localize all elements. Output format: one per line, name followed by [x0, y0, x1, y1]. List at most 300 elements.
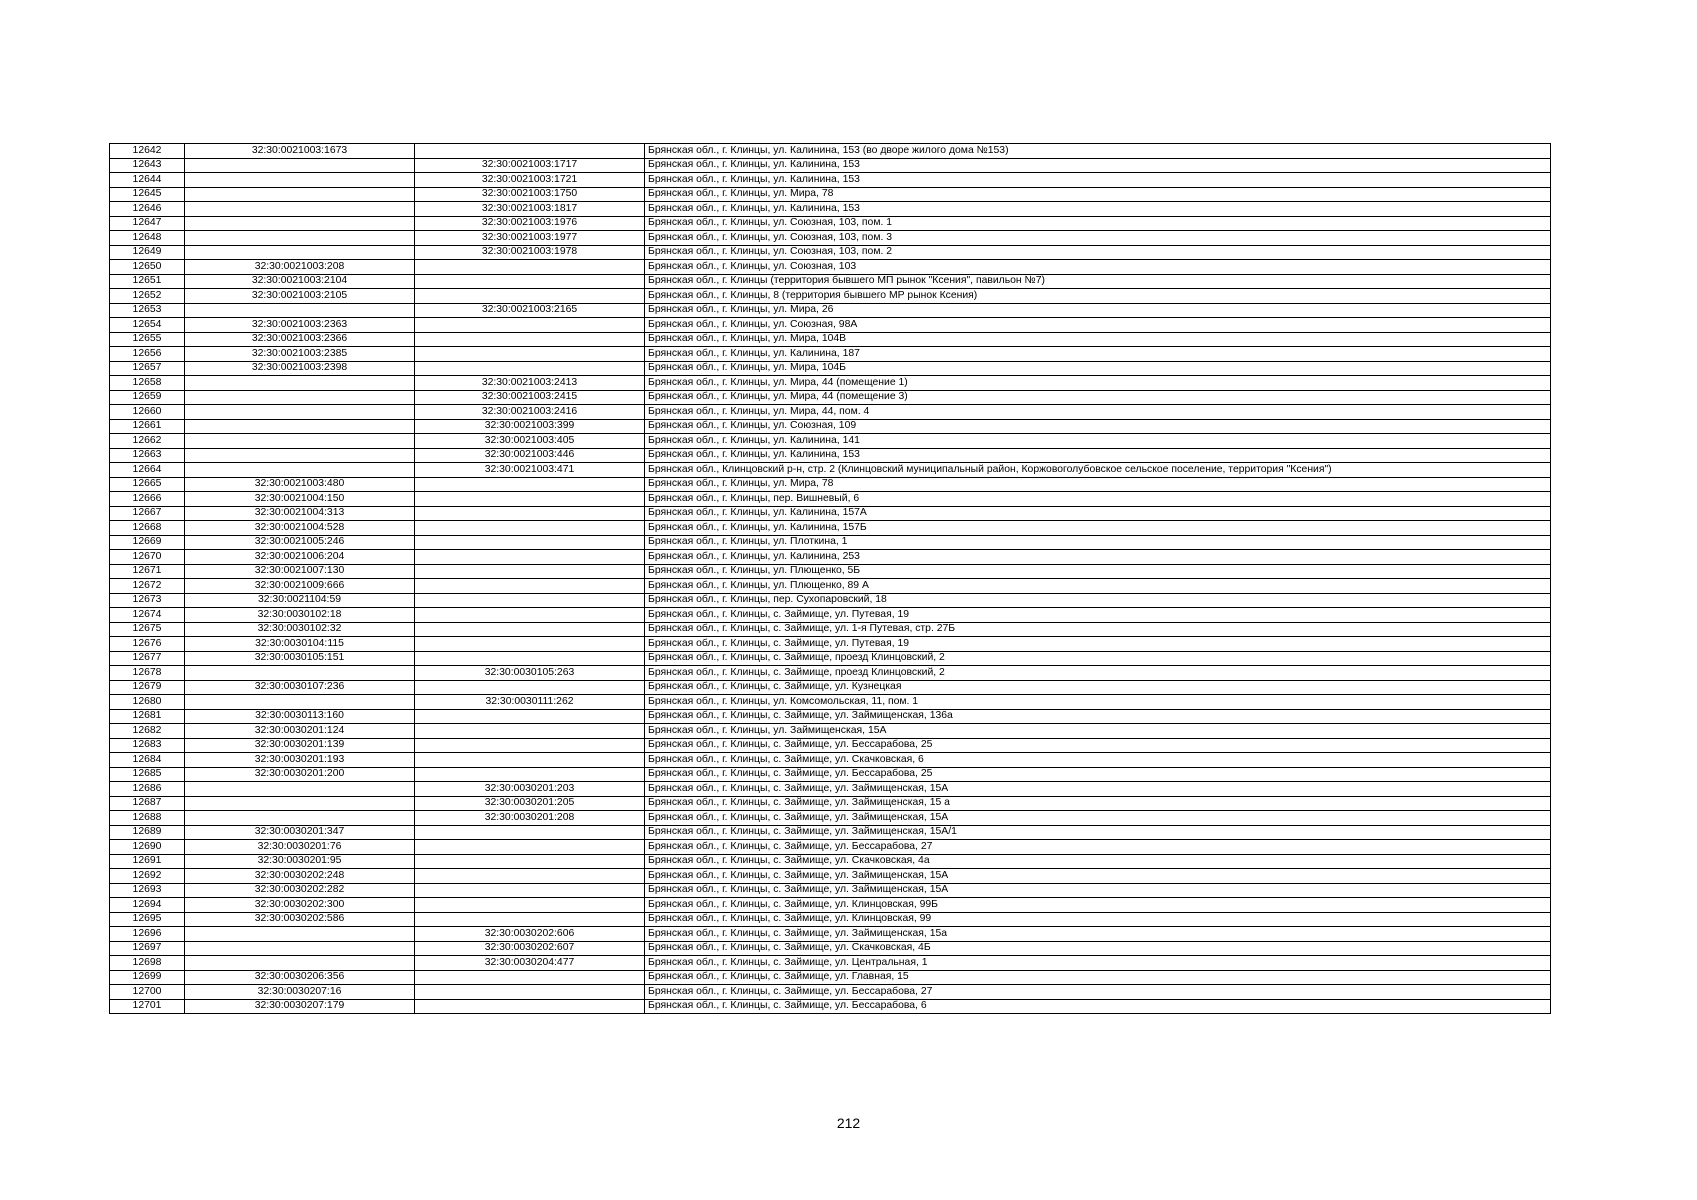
table-row — [110, 608, 1551, 623]
table-row — [110, 187, 1551, 202]
cadastral-number-cell — [185, 245, 415, 260]
cadastral-number-alt-cell — [415, 680, 645, 695]
address-cell: Брянская обл., г. Клинцы, ул. Союзная, 103, пом. 2 — [645, 245, 1551, 260]
table-row — [110, 898, 1551, 913]
cadastral-number-alt-cell: 32:30:0030204:477 — [415, 956, 645, 971]
cadastral-number-cell: 32:30:0021003:1673 — [185, 144, 415, 159]
cadastral-number-alt-cell — [415, 506, 645, 521]
cadastral-number-cell: 32:30:0030102:18 — [185, 608, 415, 623]
address-cell: Брянская обл., г. Клинцы, ул. Плющенко, 89 А — [645, 579, 1551, 594]
table-row — [110, 941, 1551, 956]
address-cell: Брянская обл., г. Клинцы, ул. Калинина, 153 (во дворе жилого дома №153) — [645, 144, 1551, 159]
cadastral-number-cell — [185, 158, 415, 173]
address-cell: Брянская обл., г. Клинцы, с. Займище, ул. Бессарабова, 6 — [645, 999, 1551, 1014]
cadastral-number-alt-cell: 32:30:0021003:1977 — [415, 231, 645, 246]
address-cell: Брянская обл., г. Клинцы, с. Займище, ул. Займищенская, 15 а — [645, 796, 1551, 811]
cadastral-number-alt-cell — [415, 608, 645, 623]
table-row — [110, 521, 1551, 536]
row-number-cell: 12697 — [110, 941, 185, 956]
cadastral-number-alt-cell: 32:30:0021003:2416 — [415, 405, 645, 420]
address-cell: Брянская обл., г. Клинцы, ул. Займищенская, 15А — [645, 724, 1551, 739]
table-row — [110, 840, 1551, 855]
row-number-cell: 12657 — [110, 361, 185, 376]
row-number-cell: 12664 — [110, 463, 185, 478]
row-number-cell: 12690 — [110, 840, 185, 855]
cadastral-number-cell: 32:30:0021004:313 — [185, 506, 415, 521]
cadastral-number-alt-cell — [415, 637, 645, 652]
cadastral-number-cell — [185, 376, 415, 391]
table-row — [110, 144, 1551, 159]
address-cell: Брянская обл., г. Клинцы, с. Займище, ул. Скачковская, 4Б — [645, 941, 1551, 956]
row-number-cell: 12646 — [110, 202, 185, 217]
row-number-cell: 12696 — [110, 927, 185, 942]
cadastral-number-alt-cell — [415, 318, 645, 333]
row-number-cell: 12688 — [110, 811, 185, 826]
table-row — [110, 782, 1551, 797]
row-number-cell: 12673 — [110, 593, 185, 608]
address-cell: Брянская обл., г. Клинцы, ул. Мира, 44 (помещение 1) — [645, 376, 1551, 391]
row-number-cell: 12651 — [110, 274, 185, 289]
table-row — [110, 332, 1551, 347]
cadastral-number-cell — [185, 187, 415, 202]
row-number-cell: 12656 — [110, 347, 185, 362]
cadastral-number-alt-cell — [415, 579, 645, 594]
row-number-cell: 12659 — [110, 390, 185, 405]
table-row — [110, 622, 1551, 637]
row-number-cell: 12645 — [110, 187, 185, 202]
cadastral-number-cell — [185, 956, 415, 971]
row-number-cell: 12686 — [110, 782, 185, 797]
cadastral-number-cell — [185, 390, 415, 405]
row-number-cell: 12642 — [110, 144, 185, 159]
table-row — [110, 463, 1551, 478]
row-number-cell: 12670 — [110, 550, 185, 565]
cadastral-number-alt-cell — [415, 477, 645, 492]
table-row — [110, 492, 1551, 507]
cadastral-number-cell: 32:30:0030206:356 — [185, 970, 415, 985]
table-row — [110, 579, 1551, 594]
address-cell: Брянская обл., г. Клинцы, с. Займище, ул. Центральная, 1 — [645, 956, 1551, 971]
address-cell: Брянская обл., г. Клинцы, с. Займище, ул. Кузнецкая — [645, 680, 1551, 695]
cadastral-number-alt-cell — [415, 144, 645, 159]
cadastral-number-cell: 32:30:0030202:300 — [185, 898, 415, 913]
cadastral-number-alt-cell: 32:30:0021003:471 — [415, 463, 645, 478]
row-number-cell: 12692 — [110, 869, 185, 884]
cadastral-number-cell: 32:30:0030207:179 — [185, 999, 415, 1014]
cadastral-number-alt-cell — [415, 912, 645, 927]
table-row — [110, 289, 1551, 304]
address-cell: Брянская обл., г. Клинцы, 8 (территория бывшего МР рынок Ксения) — [645, 289, 1551, 304]
table-row — [110, 245, 1551, 260]
cadastral-number-alt-cell: 32:30:0021003:446 — [415, 448, 645, 463]
cadastral-number-alt-cell: 32:30:0030202:607 — [415, 941, 645, 956]
cadastral-number-cell: 32:30:0021003:2366 — [185, 332, 415, 347]
cadastral-number-alt-cell: 32:30:0030201:205 — [415, 796, 645, 811]
table-row — [110, 535, 1551, 550]
table-row — [110, 390, 1551, 405]
cadastral-number-cell: 32:30:0021009:666 — [185, 579, 415, 594]
address-cell: Брянская обл., г. Клинцы, с. Займище, ул. Займищенская, 15А — [645, 782, 1551, 797]
table-row — [110, 434, 1551, 449]
address-cell: Брянская обл., г. Клинцы, ул. Союзная, 103 — [645, 260, 1551, 275]
row-number-cell: 12687 — [110, 796, 185, 811]
row-number-cell: 12647 — [110, 216, 185, 231]
row-number-cell: 12689 — [110, 825, 185, 840]
table-row — [110, 811, 1551, 826]
cadastral-number-alt-cell — [415, 883, 645, 898]
cadastral-number-cell: 32:30:0021104:59 — [185, 593, 415, 608]
registry-table — [109, 143, 1551, 1014]
cadastral-number-cell: 32:30:0030202:282 — [185, 883, 415, 898]
cadastral-number-cell: 32:30:0021003:208 — [185, 260, 415, 275]
row-number-cell: 12671 — [110, 564, 185, 579]
table-row — [110, 419, 1551, 434]
address-cell: Брянская обл., г. Клинцы, пер. Сухопаровский, 18 — [645, 593, 1551, 608]
table-row — [110, 376, 1551, 391]
cadastral-number-cell: 32:30:0021003:2105 — [185, 289, 415, 304]
cadastral-number-cell: 32:30:0030201:124 — [185, 724, 415, 739]
table-row — [110, 347, 1551, 362]
cadastral-number-alt-cell — [415, 535, 645, 550]
table-row — [110, 637, 1551, 652]
table-row — [110, 956, 1551, 971]
address-cell: Брянская обл., г. Клинцы, с. Займище, ул. Бессарабова, 27 — [645, 840, 1551, 855]
cadastral-number-alt-cell — [415, 724, 645, 739]
address-cell: Брянская обл., г. Клинцы, с. Займище, ул. Бессарабова, 25 — [645, 767, 1551, 782]
cadastral-number-alt-cell — [415, 651, 645, 666]
table-row — [110, 796, 1551, 811]
address-cell: Брянская обл., г. Клинцы, с. Займище, проезд Клинцовский, 2 — [645, 666, 1551, 681]
address-cell: Брянская обл., г. Клинцы, ул. Мира, 26 — [645, 303, 1551, 318]
row-number-cell: 12685 — [110, 767, 185, 782]
row-number-cell: 12691 — [110, 854, 185, 869]
address-cell: Брянская обл., г. Клинцы, ул. Калинина, 141 — [645, 434, 1551, 449]
cadastral-number-alt-cell — [415, 825, 645, 840]
table-row — [110, 666, 1551, 681]
cadastral-number-alt-cell — [415, 999, 645, 1014]
table-row — [110, 912, 1551, 927]
row-number-cell: 12698 — [110, 956, 185, 971]
address-cell: Брянская обл., г. Клинцы, ул. Калинина, 153 — [645, 158, 1551, 173]
row-number-cell: 12668 — [110, 521, 185, 536]
cadastral-number-alt-cell — [415, 274, 645, 289]
cadastral-number-cell: 32:30:0030201:95 — [185, 854, 415, 869]
cadastral-number-cell — [185, 448, 415, 463]
address-cell: Брянская обл., г. Клинцы, с. Займище, ул. Займищенская, 15А — [645, 883, 1551, 898]
cadastral-number-alt-cell — [415, 332, 645, 347]
address-cell: Брянская обл., г. Клинцы, с. Займище, ул. Займищенская, 15а — [645, 927, 1551, 942]
cadastral-number-cell: 32:30:0030201:200 — [185, 767, 415, 782]
address-cell: Брянская обл., г. Клинцы, ул. Мира, 44, пом. 4 — [645, 405, 1551, 420]
row-number-cell: 12665 — [110, 477, 185, 492]
cadastral-number-cell: 32:30:0030107:236 — [185, 680, 415, 695]
table-row — [110, 216, 1551, 231]
table-row — [110, 274, 1551, 289]
cadastral-number-cell — [185, 216, 415, 231]
cadastral-number-alt-cell — [415, 767, 645, 782]
cadastral-number-cell — [185, 231, 415, 246]
cadastral-number-cell — [185, 202, 415, 217]
address-cell: Брянская обл., г. Клинцы, с. Займище, ул. Главная, 15 — [645, 970, 1551, 985]
cadastral-number-alt-cell: 32:30:0021003:1978 — [415, 245, 645, 260]
cadastral-number-cell: 32:30:0030104:115 — [185, 637, 415, 652]
row-number-cell: 12679 — [110, 680, 185, 695]
table-row — [110, 695, 1551, 710]
row-number-cell: 12644 — [110, 173, 185, 188]
table-row — [110, 825, 1551, 840]
row-number-cell: 12667 — [110, 506, 185, 521]
row-number-cell: 12675 — [110, 622, 185, 637]
cadastral-number-alt-cell — [415, 898, 645, 913]
row-number-cell: 12683 — [110, 738, 185, 753]
cadastral-number-cell: 32:30:0021003:2104 — [185, 274, 415, 289]
row-number-cell: 12674 — [110, 608, 185, 623]
address-cell: Брянская обл., г. Клинцы, ул. Мира, 78 — [645, 187, 1551, 202]
cadastral-number-alt-cell: 32:30:0030202:606 — [415, 927, 645, 942]
row-number-cell: 12653 — [110, 303, 185, 318]
table-row — [110, 854, 1551, 869]
address-cell: Брянская обл., г. Клинцы, ул. Калинина, 153 — [645, 202, 1551, 217]
cadastral-number-cell — [185, 695, 415, 710]
table-row — [110, 202, 1551, 217]
row-number-cell: 12695 — [110, 912, 185, 927]
cadastral-number-alt-cell: 32:30:0021003:1717 — [415, 158, 645, 173]
cadastral-number-alt-cell — [415, 492, 645, 507]
row-number-cell: 12672 — [110, 579, 185, 594]
address-cell: Брянская обл., г. Клинцы, ул. Калинина, 187 — [645, 347, 1551, 362]
table-row — [110, 970, 1551, 985]
address-cell: Брянская обл., г. Клинцы (территория бывшего МП рынок "Ксения", павильон №7) — [645, 274, 1551, 289]
address-cell: Брянская обл., г. Клинцы, ул. Калинина, 153 — [645, 173, 1551, 188]
address-cell: Брянская обл., г. Клинцы, с. Займище, ул. Путевая, 19 — [645, 608, 1551, 623]
table-row — [110, 564, 1551, 579]
cadastral-number-cell: 32:30:0021006:204 — [185, 550, 415, 565]
row-number-cell: 12658 — [110, 376, 185, 391]
cadastral-number-cell — [185, 173, 415, 188]
cadastral-number-alt-cell — [415, 709, 645, 724]
cadastral-number-cell — [185, 927, 415, 942]
cadastral-number-alt-cell — [415, 738, 645, 753]
address-cell: Брянская обл., г. Клинцы, с. Займище, ул. 1-я Путевая, стр. 27Б — [645, 622, 1551, 637]
table-row — [110, 680, 1551, 695]
cadastral-number-cell: 32:30:0021005:246 — [185, 535, 415, 550]
row-number-cell: 12693 — [110, 883, 185, 898]
row-number-cell: 12666 — [110, 492, 185, 507]
table-row — [110, 883, 1551, 898]
cadastral-number-alt-cell — [415, 869, 645, 884]
address-cell: Брянская обл., г. Клинцы, с. Займище, ул. Путевая, 19 — [645, 637, 1551, 652]
address-cell: Брянская обл., г. Клинцы, пер. Вишневый, 6 — [645, 492, 1551, 507]
cadastral-number-cell: 32:30:0021004:150 — [185, 492, 415, 507]
table-row — [110, 550, 1551, 565]
cadastral-number-cell — [185, 941, 415, 956]
cadastral-number-alt-cell: 32:30:0021003:1817 — [415, 202, 645, 217]
cadastral-number-cell: 32:30:0021003:2398 — [185, 361, 415, 376]
cadastral-number-alt-cell: 32:30:0030111:262 — [415, 695, 645, 710]
address-cell: Брянская обл., г. Клинцы, с. Займище, ул. Займищенская, 15А — [645, 869, 1551, 884]
cadastral-number-cell — [185, 796, 415, 811]
cadastral-number-alt-cell: 32:30:0030201:208 — [415, 811, 645, 826]
cadastral-number-cell — [185, 303, 415, 318]
address-cell: Брянская обл., г. Клинцы, с. Займище, ул. Займищенская, 136а — [645, 709, 1551, 724]
cadastral-number-alt-cell: 32:30:0021003:2165 — [415, 303, 645, 318]
table-row — [110, 738, 1551, 753]
row-number-cell: 12662 — [110, 434, 185, 449]
cadastral-number-alt-cell — [415, 347, 645, 362]
cadastral-number-cell — [185, 419, 415, 434]
cadastral-number-alt-cell: 32:30:0021003:1750 — [415, 187, 645, 202]
row-number-cell: 12681 — [110, 709, 185, 724]
address-cell: Брянская обл., г. Клинцы, ул. Калинина, 157А — [645, 506, 1551, 521]
cadastral-number-cell: 32:30:0030201:76 — [185, 840, 415, 855]
address-cell: Брянская обл., г. Клинцы, с. Займище, ул. Клинцовская, 99Б — [645, 898, 1551, 913]
address-cell: Брянская обл., г. Клинцы, с. Займище, ул. Бессарабова, 25 — [645, 738, 1551, 753]
row-number-cell: 12677 — [110, 651, 185, 666]
row-number-cell: 12663 — [110, 448, 185, 463]
cadastral-number-alt-cell: 32:30:0021003:2415 — [415, 390, 645, 405]
cadastral-number-cell: 32:30:0021003:2385 — [185, 347, 415, 362]
table-row — [110, 999, 1551, 1014]
address-cell: Брянская обл., г. Клинцы, ул. Союзная, 103, пом. 1 — [645, 216, 1551, 231]
table-row — [110, 767, 1551, 782]
table-row — [110, 158, 1551, 173]
cadastral-number-alt-cell — [415, 550, 645, 565]
cadastral-number-cell: 32:30:0021004:528 — [185, 521, 415, 536]
cadastral-number-cell: 32:30:0030201:139 — [185, 738, 415, 753]
address-cell: Брянская обл., г. Клинцы, ул. Калинина, 157Б — [645, 521, 1551, 536]
cadastral-number-alt-cell: 32:30:0030201:203 — [415, 782, 645, 797]
address-cell: Брянская обл., г. Клинцы, ул. Мира, 104В — [645, 332, 1551, 347]
address-cell: Брянская обл., г. Клинцы, ул. Комсомольская, 11, пом. 1 — [645, 695, 1551, 710]
table-row — [110, 506, 1551, 521]
cadastral-number-alt-cell — [415, 564, 645, 579]
address-cell: Брянская обл., г. Клинцы, ул. Мира, 104Б — [645, 361, 1551, 376]
cadastral-number-cell: 32:30:0030201:347 — [185, 825, 415, 840]
cadastral-number-alt-cell: 32:30:0021003:2413 — [415, 376, 645, 391]
row-number-cell: 12680 — [110, 695, 185, 710]
cadastral-number-cell — [185, 811, 415, 826]
row-number-cell: 12694 — [110, 898, 185, 913]
cadastral-number-cell — [185, 782, 415, 797]
address-cell: Брянская обл., г. Клинцы, ул. Плющенко, 5Б — [645, 564, 1551, 579]
address-cell: Брянская обл., г. Клинцы, с. Займище, ул. Клинцовская, 99 — [645, 912, 1551, 927]
cadastral-number-cell: 32:30:0030202:248 — [185, 869, 415, 884]
address-cell: Брянская обл., г. Клинцы, с. Займище, ул. Займищенская, 15А — [645, 811, 1551, 826]
cadastral-number-cell — [185, 405, 415, 420]
row-number-cell: 12652 — [110, 289, 185, 304]
address-cell: Брянская обл., г. Клинцы, ул. Калинина, 153 — [645, 448, 1551, 463]
address-cell: Брянская обл., г. Клинцы, ул. Плоткина, 1 — [645, 535, 1551, 550]
table-row — [110, 448, 1551, 463]
table-row — [110, 318, 1551, 333]
row-number-cell: 12684 — [110, 753, 185, 768]
row-number-cell: 12701 — [110, 999, 185, 1014]
cadastral-number-alt-cell — [415, 985, 645, 1000]
address-cell: Брянская обл., г. Клинцы, ул. Союзная, 109 — [645, 419, 1551, 434]
cadastral-number-alt-cell: 32:30:0021003:1721 — [415, 173, 645, 188]
cadastral-number-cell: 32:30:0021007:130 — [185, 564, 415, 579]
address-cell: Брянская обл., г. Клинцы, с. Займище, ул. Займищенская, 15А/1 — [645, 825, 1551, 840]
cadastral-number-alt-cell — [415, 854, 645, 869]
row-number-cell: 12669 — [110, 535, 185, 550]
address-cell: Брянская обл., Клинцовский р-н, стр. 2 (Клинцовский муниципальный район, Коржовоголубовское сельское поселение, территория "Ксения") — [645, 463, 1551, 478]
address-cell: Брянская обл., г. Клинцы, с. Займище, ул. Бессарабова, 27 — [645, 985, 1551, 1000]
table-row — [110, 869, 1551, 884]
row-number-cell: 12678 — [110, 666, 185, 681]
cadastral-number-cell: 32:30:0030113:160 — [185, 709, 415, 724]
cadastral-number-alt-cell: 32:30:0021003:399 — [415, 419, 645, 434]
table-row — [110, 593, 1551, 608]
table-row — [110, 173, 1551, 188]
table-row — [110, 709, 1551, 724]
cadastral-number-alt-cell — [415, 289, 645, 304]
cadastral-number-alt-cell — [415, 593, 645, 608]
row-number-cell: 12650 — [110, 260, 185, 275]
table-row — [110, 651, 1551, 666]
table-row — [110, 303, 1551, 318]
cadastral-number-cell: 32:30:0030201:193 — [185, 753, 415, 768]
table-row — [110, 477, 1551, 492]
cadastral-number-alt-cell: 32:30:0021003:1976 — [415, 216, 645, 231]
table-row — [110, 985, 1551, 1000]
registry-table-body — [110, 144, 1551, 1014]
cadastral-number-cell — [185, 434, 415, 449]
cadastral-number-alt-cell — [415, 521, 645, 536]
row-number-cell: 12699 — [110, 970, 185, 985]
cadastral-number-alt-cell — [415, 840, 645, 855]
row-number-cell: 12661 — [110, 419, 185, 434]
row-number-cell: 12654 — [110, 318, 185, 333]
table-row — [110, 260, 1551, 275]
cadastral-number-alt-cell — [415, 753, 645, 768]
table-row — [110, 231, 1551, 246]
row-number-cell: 12676 — [110, 637, 185, 652]
cadastral-number-cell: 32:30:0030102:32 — [185, 622, 415, 637]
cadastral-number-cell — [185, 666, 415, 681]
address-cell: Брянская обл., г. Клинцы, с. Займище, ул. Скачковская, 4а — [645, 854, 1551, 869]
cadastral-number-alt-cell: 32:30:0030105:263 — [415, 666, 645, 681]
address-cell: Брянская обл., г. Клинцы, ул. Союзная, 98А — [645, 318, 1551, 333]
cadastral-number-cell: 32:30:0021003:480 — [185, 477, 415, 492]
row-number-cell: 12655 — [110, 332, 185, 347]
row-number-cell: 12648 — [110, 231, 185, 246]
cadastral-number-alt-cell: 32:30:0021003:405 — [415, 434, 645, 449]
cadastral-number-cell: 32:30:0030105:151 — [185, 651, 415, 666]
row-number-cell: 12643 — [110, 158, 185, 173]
cadastral-number-cell: 32:30:0021003:2363 — [185, 318, 415, 333]
row-number-cell: 12649 — [110, 245, 185, 260]
row-number-cell: 12700 — [110, 985, 185, 1000]
cadastral-number-cell: 32:30:0030207:16 — [185, 985, 415, 1000]
table-row — [110, 361, 1551, 376]
row-number-cell: 12660 — [110, 405, 185, 420]
cadastral-number-alt-cell — [415, 260, 645, 275]
table-row — [110, 724, 1551, 739]
cadastral-number-alt-cell — [415, 361, 645, 376]
table-row — [110, 753, 1551, 768]
cadastral-number-alt-cell — [415, 970, 645, 985]
row-number-cell: 12682 — [110, 724, 185, 739]
address-cell: Брянская обл., г. Клинцы, ул. Союзная, 103, пом. 3 — [645, 231, 1551, 246]
table-row — [110, 927, 1551, 942]
table-row — [110, 405, 1551, 420]
address-cell: Брянская обл., г. Клинцы, с. Займище, ул. Скачковская, 6 — [645, 753, 1551, 768]
page-number: 212 — [836, 1115, 861, 1131]
address-cell: Брянская обл., г. Клинцы, с. Займище, проезд Клинцовский, 2 — [645, 651, 1551, 666]
address-cell: Брянская обл., г. Клинцы, ул. Мира, 44 (помещение 3) — [645, 390, 1551, 405]
cadastral-number-alt-cell — [415, 622, 645, 637]
address-cell: Брянская обл., г. Клинцы, ул. Калинина, 253 — [645, 550, 1551, 565]
